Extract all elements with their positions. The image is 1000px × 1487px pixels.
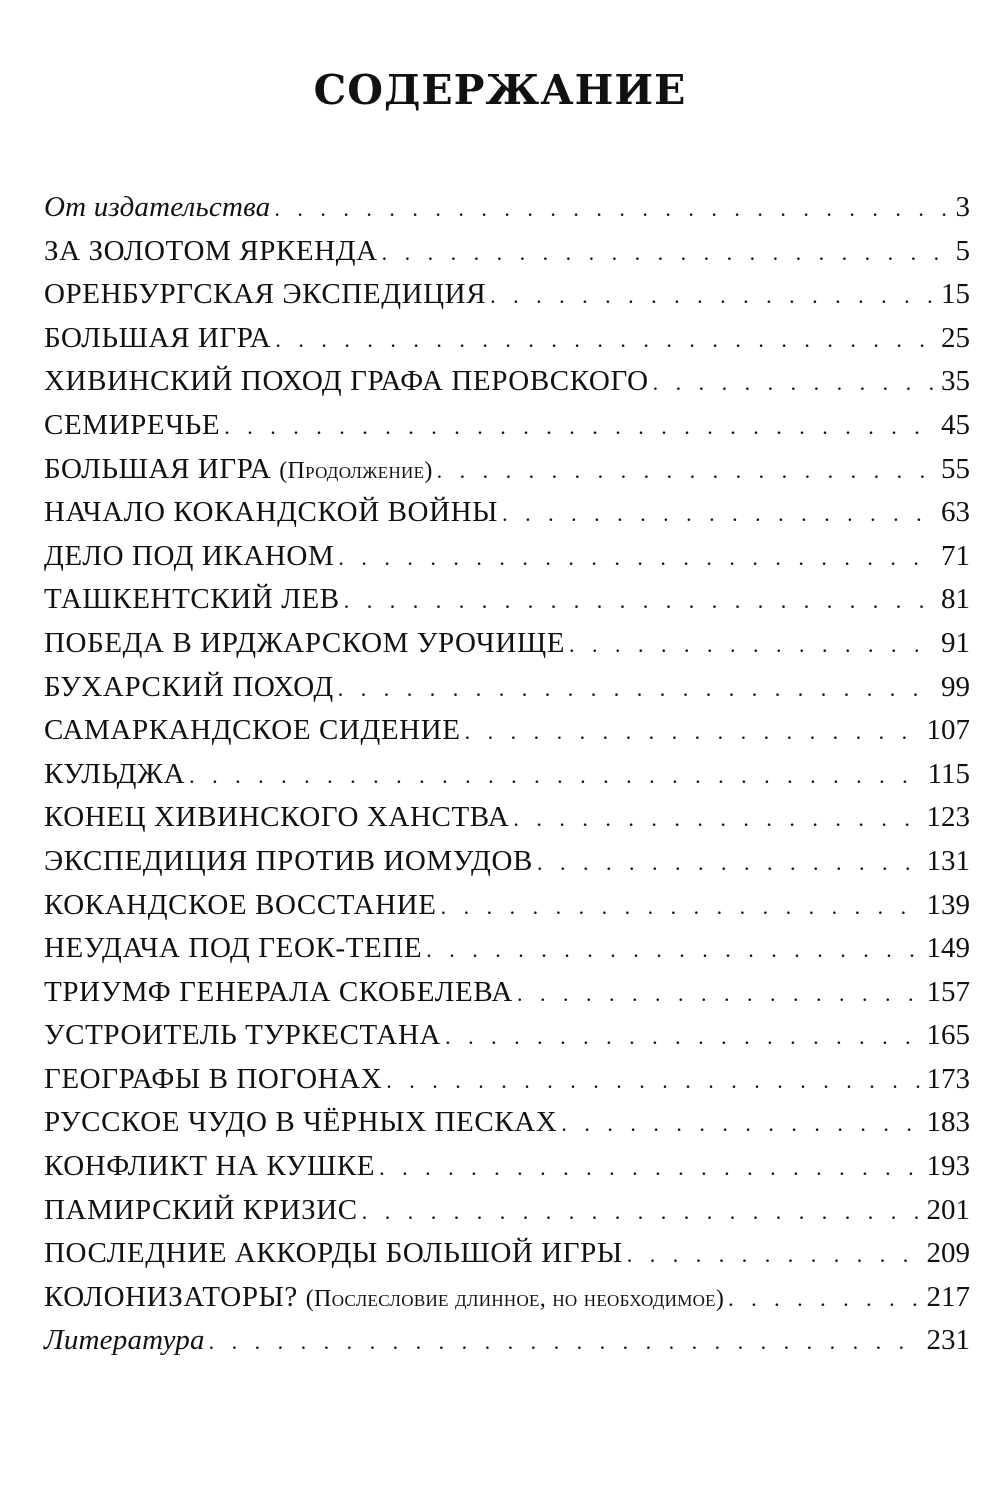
dot-leader: [465, 710, 921, 754]
toc-page-number: 3: [955, 191, 970, 223]
toc-entry[interactable]: [44, 1145, 970, 1189]
dot-leader: [426, 928, 920, 972]
toc-entry[interactable]: [44, 709, 970, 753]
toc-page-number: 173: [926, 1062, 970, 1095]
toc-page-number: 231: [926, 1324, 970, 1357]
toc-entry[interactable]: [44, 971, 970, 1015]
toc-page-number: 217: [926, 1280, 970, 1313]
toc-entry-title: УСТРОИТЕЛЬ ТУРКЕСТАНА: [44, 1019, 442, 1052]
toc-entry-title: КОНФЛИКТ НА КУШКЕ: [44, 1150, 376, 1183]
dot-leader: [445, 1015, 920, 1059]
toc-entry[interactable]: [44, 404, 970, 448]
toc-entry-title: КОЛОНИЗАТОРЫ? (Послесловие длинное, но необходимое): [44, 1280, 725, 1313]
toc-entry-title: ТАШКЕНТСКИЙ ЛЕВ: [44, 583, 340, 616]
dot-leader: [569, 623, 935, 667]
toc-entry[interactable]: [44, 317, 970, 361]
toc-entry[interactable]: [44, 753, 970, 797]
toc-page-number: 183: [926, 1106, 970, 1139]
dot-leader: [362, 1190, 921, 1234]
toc-entry[interactable]: [44, 491, 970, 535]
toc-entry-title: ДЕЛО ПОД ИКАНОМ: [44, 539, 335, 572]
toc-entry[interactable]: [44, 622, 970, 666]
toc-page-number: 115: [927, 757, 970, 790]
dot-leader: [441, 885, 921, 929]
toc-entry[interactable]: [44, 186, 970, 230]
dot-leader: [338, 536, 935, 580]
toc-page-number: 71: [941, 539, 970, 572]
toc-entry-title: От издательства: [44, 191, 271, 223]
dot-leader: [382, 231, 950, 275]
toc-page-number: 157: [926, 975, 970, 1008]
toc-entry-title: СЕМИРЕЧЬЕ: [44, 408, 221, 441]
toc-entry-title: КОКАНДСКОЕ ВОССТАНИЕ: [44, 888, 437, 921]
toc-entry-title: ХИВИНСКИЙ ПОХОД ГРАФА ПЕРОВСКОГО: [44, 365, 649, 398]
toc-entry-title: БУХАРСКИЙ ПОХОД: [44, 670, 334, 703]
toc-entry-title: Литература: [44, 1324, 205, 1357]
toc-entry[interactable]: [44, 1189, 970, 1233]
toc-entry[interactable]: [44, 1232, 970, 1276]
toc-page-number: 201: [926, 1193, 970, 1226]
toc-entry[interactable]: [44, 666, 970, 710]
dot-leader: [437, 449, 935, 493]
dot-leader: [537, 841, 921, 885]
table-of-contents: [44, 186, 970, 1363]
dot-leader: [517, 972, 921, 1016]
toc-entry[interactable]: [44, 230, 970, 274]
page-title: СОДЕРЖАНИЕ: [313, 66, 687, 114]
toc-entry-title: ГЕОГРАФЫ В ПОГОНАХ: [44, 1062, 383, 1095]
toc-entry[interactable]: [44, 1101, 970, 1145]
dot-leader: [561, 1102, 920, 1146]
toc-page-number: 131: [926, 844, 970, 877]
dot-leader: [513, 797, 920, 841]
toc-entry-title: НЕУДАЧА ПОД ГЕОК-ТЕПЕ: [44, 932, 423, 965]
dot-leader: [338, 667, 935, 711]
toc-entry-title: ЗА ЗОЛОТОМ ЯРКЕНДА: [44, 234, 378, 267]
toc-page-number: 165: [926, 1019, 970, 1052]
toc-page-number: 107: [926, 714, 970, 747]
toc-page-number: 35: [941, 365, 970, 398]
toc-page-number: 45: [941, 408, 970, 441]
toc-page-number: 209: [926, 1237, 970, 1270]
dot-leader: [224, 405, 935, 449]
toc-entry-title: ОРЕНБУРГСКАЯ ЭКСПЕДИЦИЯ: [44, 278, 487, 311]
dot-leader: [275, 318, 935, 362]
toc-entry[interactable]: [44, 578, 970, 622]
toc-entry[interactable]: [44, 448, 970, 492]
toc-page-number: 91: [941, 626, 970, 659]
toc-entry-title: РУССКОЕ ЧУДО В ЧЁРНЫХ ПЕСКАХ: [44, 1106, 558, 1139]
toc-entry[interactable]: [44, 273, 970, 317]
toc-page-number: 5: [955, 234, 970, 267]
toc-entry-title: КУЛЬДЖА: [44, 757, 186, 790]
dot-leader: [386, 1059, 920, 1103]
toc-page-number: 25: [941, 321, 970, 354]
toc-entry[interactable]: [44, 360, 970, 404]
toc-page-number: 149: [926, 932, 970, 965]
toc-entry[interactable]: [44, 535, 970, 579]
toc-entry-title: НАЧАЛО КОКАНДСКОЙ ВОЙНЫ: [44, 496, 499, 529]
dot-leader: [627, 1233, 921, 1277]
toc-entry[interactable]: [44, 927, 970, 971]
dot-leader: [344, 579, 935, 623]
toc-entry[interactable]: [44, 1276, 970, 1320]
toc-page-number: 55: [941, 452, 970, 485]
toc-page-number: 139: [926, 888, 970, 921]
toc-entry-title: ПАМИРСКИЙ КРИЗИС: [44, 1193, 358, 1226]
dot-leader: [490, 274, 935, 318]
toc-entry-title: ЭКСПЕДИЦИЯ ПРОТИВ ИОМУДОВ: [44, 844, 533, 877]
toc-entry-title: БОЛЬШАЯ ИГРА: [44, 321, 272, 354]
toc-entry-title: БОЛЬШАЯ ИГРА (Продолжение): [44, 452, 433, 485]
toc-entry[interactable]: [44, 1014, 970, 1058]
dot-leader: [209, 1320, 921, 1364]
dot-leader: [728, 1277, 920, 1321]
dot-leader: [502, 492, 935, 536]
toc-entry-title: КОНЕЦ ХИВИНСКОГО ХАНСТВА: [44, 801, 510, 834]
toc-page-number: 193: [926, 1150, 970, 1183]
toc-entry[interactable]: [44, 796, 970, 840]
dot-leader: [653, 361, 935, 405]
toc-page-number: 123: [926, 801, 970, 834]
toc-entry-title: ТРИУМФ ГЕНЕРАЛА СКОБЕЛЕВА: [44, 975, 513, 1008]
toc-page-number: 81: [941, 583, 970, 616]
toc-entry-title: САМАРКАНДСКОЕ СИДЕНИЕ: [44, 714, 461, 747]
toc-entry-title: ПОБЕДА В ИРДЖАРСКОМ УРОЧИЩЕ: [44, 626, 566, 659]
toc-page-number: 63: [941, 496, 970, 529]
dot-leader: [189, 754, 921, 798]
toc-entry-title: ПОСЛЕДНИЕ АККОРДЫ БОЛЬШОЙ ИГРЫ: [44, 1237, 623, 1270]
toc-entry[interactable]: [44, 1058, 970, 1102]
toc-entry[interactable]: [44, 840, 970, 884]
toc-page-number: 99: [941, 670, 970, 703]
dot-leader: [274, 187, 949, 231]
toc-entry[interactable]: [44, 1319, 970, 1363]
dot-leader: [379, 1146, 920, 1190]
toc-entry[interactable]: [44, 884, 970, 928]
toc-page-number: 15: [941, 278, 970, 311]
